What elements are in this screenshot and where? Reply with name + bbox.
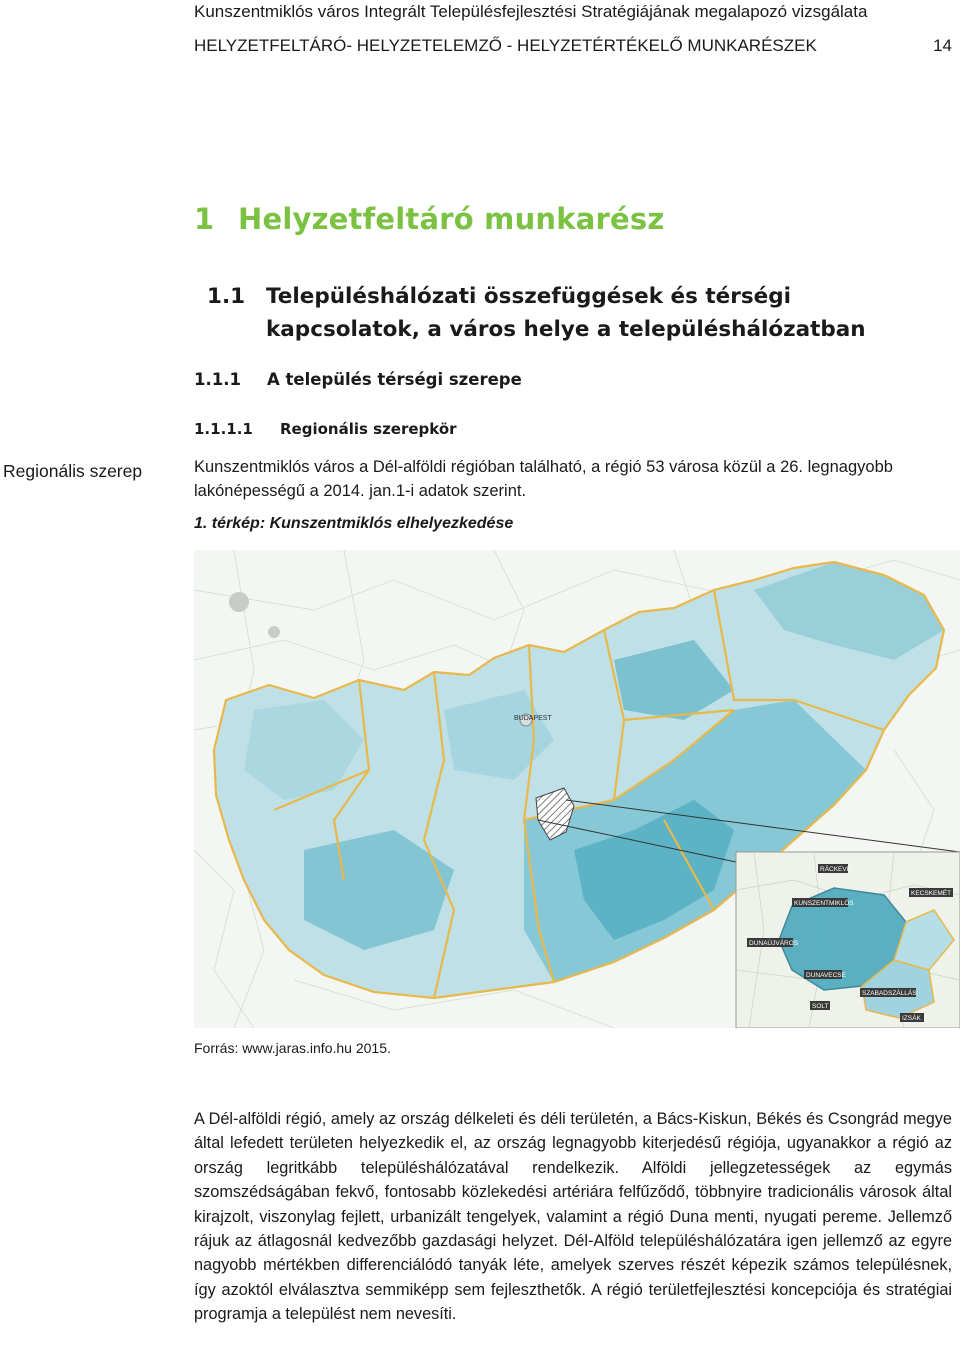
heading-level-2: [207, 280, 926, 346]
document-header-title: Kunszentmiklós város Integrált Településfejlesztési Stratégiájának megalapozó vizsgálata: [194, 2, 868, 21]
inset-label-kunszentmiklos: KUNSZENTMIKLÓS: [794, 900, 854, 907]
heading-level-3: [194, 370, 522, 389]
heading-3-text: A település térségi szerepe: [267, 370, 522, 389]
inset-label-dunaujvaros: DUNAÚJVÁROS: [749, 940, 799, 947]
inset-label-izsak: IZSÁK: [902, 1015, 921, 1022]
inset-label-kecskemet: KECSKEMÉT: [911, 890, 952, 897]
heading-4-text: Regionális szerepkör: [280, 420, 457, 438]
document-header-section: HELYZETFELTÁRÓ- HELYZETELEMZŐ - HELYZETÉRTÉKELŐ MUNKARÉSZEK: [194, 36, 817, 55]
margin-note: Regionális szerep: [3, 461, 143, 481]
heading-4-number: 1.1.1.1: [194, 420, 253, 438]
inset-label-solt: SOLT: [812, 1003, 829, 1010]
page-number: 14: [933, 36, 952, 55]
hungary-map: [194, 550, 960, 1028]
inset-label-rackeve: RÁCKEVE: [820, 866, 852, 873]
city-vienna-marker: [229, 592, 249, 612]
heading-2-number: 1.1: [207, 284, 246, 309]
heading-2-text: Településhálózati összefüggések és térségi kapcsolatok, a város helye a településhálózatban: [266, 284, 866, 342]
inset-map: [736, 852, 960, 1028]
budapest-label: BUDAPEST: [514, 715, 552, 722]
city-bratislava-marker: [268, 626, 280, 638]
heading-3-number: 1.1.1: [194, 370, 241, 389]
heading-1-number: 1: [194, 202, 215, 236]
body-paragraph: A Dél-alföldi régió, amely az ország délkeleti és déli területén, a Bács-Kiskun, Békés és Csongrád megye által lefedett területen helyezkedik el, az ország legnagyobb kiterjedésű régiója, ugyanakkor a régió az ország legritkább településhálózatával rendelkezik. Alföldi jellegzetességek az egymás szomszédságában fekvő, fontosabb közlekedési artériára felfűződő, többnyire tradicionális városok által kirajzolt, viszonylag fejlett, urbanizált tengelyek, valamint a régió Duna menti, nyugati pereme. Jellemző rájuk az átlagosnál kedvezőbb gazdasági helyzet. Dél-Alföld településhálózatára igen jellemző az egyre nagyobb mértékben differenciálódó tanyák léte, amelyek szerves részét képezik számos településnek, így azoktól elválasztva semmiképp sem fejleszthetők. A régió területfejlesztési koncepciója és stratégiai programja a települést nem nevesíti.: [194, 1110, 952, 1324]
heading-level-4: [194, 420, 457, 438]
map-source: Forrás: www.jaras.info.hu 2015.: [194, 1040, 391, 1056]
inset-label-szabadszallas: SZABADSZÁLLÁS: [862, 990, 917, 997]
inset-label-dunavecse: DUNAVECSE: [806, 972, 846, 979]
intro-paragraph: Kunszentmiklós város a Dél-alföldi régióban található, a régió 53 városa közül a 26. legnagyobb lakónépességű a 2014. jan.1-i adatok szerint.: [194, 458, 893, 500]
map-caption: 1. térkép: Kunszentmiklós elhelyezkedése: [194, 515, 514, 532]
heading-level-1: [194, 202, 664, 236]
heading-1-text: Helyzetfeltáró munkarész: [238, 202, 665, 236]
